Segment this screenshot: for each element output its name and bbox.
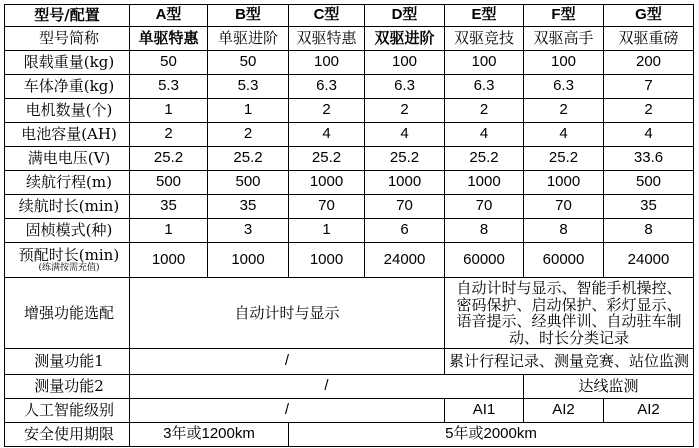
value-cell: 25.2 [365, 147, 445, 171]
model-header-d: D型 [365, 5, 445, 27]
value-cell: AI2 [604, 399, 694, 423]
value-cell: 5.3 [208, 75, 289, 99]
row-label: 车体净重(kg) [5, 75, 130, 99]
row-label: 固桢模式(种) [5, 219, 130, 243]
row-label: 测量功能1 [5, 349, 130, 375]
value-cell: 100 [289, 51, 365, 75]
value-cell: 8 [524, 219, 604, 243]
value-cell: 500 [208, 171, 289, 195]
value-cell: 70 [289, 195, 365, 219]
names-row [5, 27, 694, 51]
value-cell: 4 [445, 123, 524, 147]
preset-row [5, 243, 694, 278]
spec-table [4, 4, 694, 447]
corner-header: 型号/配置 [5, 5, 130, 27]
value-cell: 2 [524, 99, 604, 123]
ai-row [5, 399, 694, 423]
value-cell: 1000 [365, 171, 445, 195]
value-cell: 2 [130, 123, 208, 147]
model-header-a: A型 [130, 5, 208, 27]
name-cell: 双驱高手 [524, 27, 604, 51]
row-label: 增强功能选配 [5, 278, 130, 349]
slash-cell: / [130, 349, 445, 375]
value-cell: AI1 [445, 399, 524, 423]
value-cell: 8 [604, 219, 694, 243]
spec-row [5, 123, 694, 147]
value-cell: 25.2 [524, 147, 604, 171]
value-cell: 1 [208, 99, 289, 123]
value-cell: 1 [289, 219, 365, 243]
value-cell: 50 [208, 51, 289, 75]
slash-cell: / [130, 375, 524, 399]
slash-cell: / [130, 399, 445, 423]
value-cell: 25.2 [445, 147, 524, 171]
value-cell: 50 [130, 51, 208, 75]
value-cell: 24000 [365, 243, 445, 278]
value-cell: 25.2 [130, 147, 208, 171]
model-header-g: G型 [604, 5, 694, 27]
measure2-row [5, 375, 694, 399]
enhance-advanced: 自动计时与显示、智能手机操控、密码保护、启动保护、彩灯显示、语音提示、经典伴训、自动驻车制动、时长分类记录 [445, 278, 694, 349]
value-cell: 100 [524, 51, 604, 75]
measure2-value: 达线监测 [524, 375, 694, 399]
value-cell: 2 [604, 99, 694, 123]
value-cell: 6.3 [524, 75, 604, 99]
value-cell: 70 [445, 195, 524, 219]
name-cell: 双驱进阶 [365, 27, 445, 51]
value-cell: 60000 [524, 243, 604, 278]
name-cell: 双驱特惠 [289, 27, 365, 51]
value-cell: 1000 [524, 171, 604, 195]
value-cell: 33.6 [604, 147, 694, 171]
value-cell: 4 [524, 123, 604, 147]
value-cell: 1000 [208, 243, 289, 278]
value-cell: 70 [524, 195, 604, 219]
value-cell: 70 [365, 195, 445, 219]
value-cell: 6.3 [289, 75, 365, 99]
value-cell: 6.3 [445, 75, 524, 99]
name-cell: 双驱重磅 [604, 27, 694, 51]
row-label: 满电电压(V) [5, 147, 130, 171]
value-cell: AI2 [524, 399, 604, 423]
value-cell: 4 [604, 123, 694, 147]
name-cell: 单驱进阶 [208, 27, 289, 51]
life-dual: 5年或2000km [289, 423, 694, 447]
row-label: 安全使用期限 [5, 423, 130, 447]
enhance-basic: 自动计时与显示 [130, 278, 445, 349]
value-cell: 6 [365, 219, 445, 243]
model-header-f: F型 [524, 5, 604, 27]
value-cell: 35 [208, 195, 289, 219]
value-cell: 4 [289, 123, 365, 147]
spec-row [5, 219, 694, 243]
value-cell: 1000 [130, 243, 208, 278]
spec-row [5, 171, 694, 195]
value-cell: 1 [130, 219, 208, 243]
life-single: 3年或1200km [130, 423, 289, 447]
row-label: 电机数量(个) [5, 99, 130, 123]
spec-row [5, 147, 694, 171]
spec-row [5, 75, 694, 99]
life-row [5, 423, 694, 447]
row-label: 测量功能2 [5, 375, 130, 399]
spec-row [5, 51, 694, 75]
header-row [5, 5, 694, 27]
preset-label: 预配时长(min) [18, 246, 120, 265]
value-cell: 2 [289, 99, 365, 123]
value-cell: 100 [365, 51, 445, 75]
value-cell: 7 [604, 75, 694, 99]
value-cell: 25.2 [289, 147, 365, 171]
row-label: 电池容量(AH) [5, 123, 130, 147]
value-cell: 3 [208, 219, 289, 243]
row-label: 续航行程(m) [5, 171, 130, 195]
model-header-c: C型 [289, 5, 365, 27]
row-label: 型号简称 [5, 27, 130, 51]
spec-row [5, 99, 694, 123]
value-cell: 2 [445, 99, 524, 123]
value-cell: 2 [208, 123, 289, 147]
name-cell: 单驱特惠 [130, 27, 208, 51]
model-header-e: E型 [445, 5, 524, 27]
value-cell: 1000 [289, 171, 365, 195]
measure1-row [5, 349, 694, 375]
value-cell: 4 [365, 123, 445, 147]
value-cell: 8 [445, 219, 524, 243]
value-cell: 500 [604, 171, 694, 195]
value-cell: 25.2 [208, 147, 289, 171]
row-label: 限载重量(kg) [5, 51, 130, 75]
name-cell: 双驱竞技 [445, 27, 524, 51]
value-cell: 60000 [445, 243, 524, 278]
row-label: 人工智能级别 [5, 399, 130, 423]
measure1-value: 累计行程记录、测量竞赛、站位监测 [445, 349, 694, 375]
preset-sublabel: (练满按需充值) [38, 262, 100, 273]
value-cell: 1000 [445, 171, 524, 195]
spec-row [5, 195, 694, 219]
value-cell: 5.3 [130, 75, 208, 99]
value-cell: 500 [130, 171, 208, 195]
value-cell: 24000 [604, 243, 694, 278]
value-cell: 35 [130, 195, 208, 219]
value-cell: 200 [604, 51, 694, 75]
value-cell: 6.3 [365, 75, 445, 99]
enhance-row [5, 278, 694, 349]
row-label: 续航时长(min) [5, 195, 130, 219]
model-header-b: B型 [208, 5, 289, 27]
value-cell: 35 [604, 195, 694, 219]
value-cell: 100 [445, 51, 524, 75]
value-cell: 1000 [289, 243, 365, 278]
row-label [5, 243, 130, 278]
value-cell: 1 [130, 99, 208, 123]
value-cell: 2 [365, 99, 445, 123]
